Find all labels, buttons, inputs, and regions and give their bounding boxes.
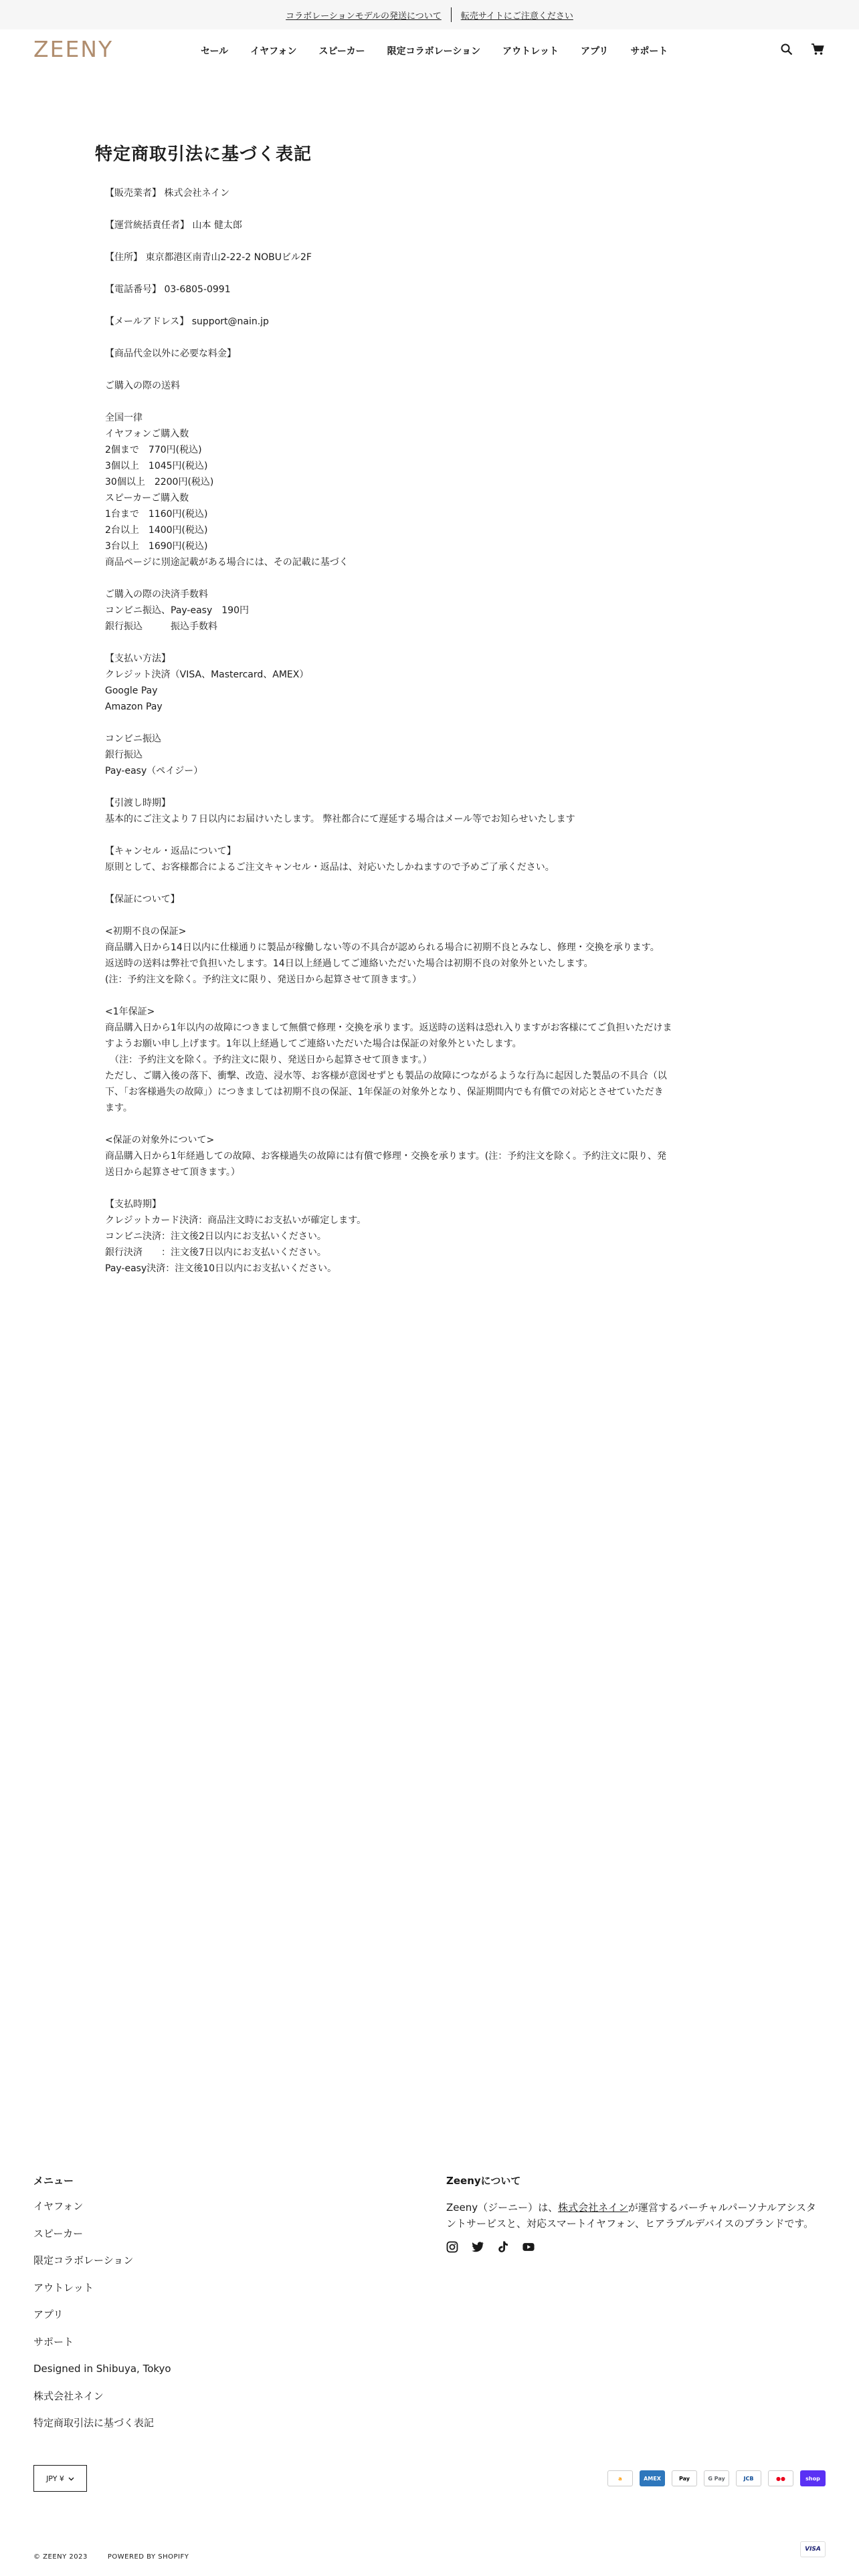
blank-line xyxy=(105,988,764,1004)
apple-pay-icon: Pay xyxy=(672,2470,697,2486)
blank-line xyxy=(105,635,764,651)
blank-line xyxy=(105,1116,764,1132)
legal-text-line: ます。 xyxy=(105,1103,132,1113)
about-text-post: が運営するバーチャルパーソナルアシスタントサービスと、対応スマートイヤフォン、ヒアラブルデバイスのブランドです。 xyxy=(446,2202,816,2230)
footer-about-text xyxy=(446,2199,821,2232)
amex-icon: AMEX xyxy=(640,2470,665,2486)
main-content xyxy=(95,140,764,1277)
shop-pay-icon: shop xyxy=(800,2470,826,2486)
blank-line xyxy=(105,265,764,282)
legal-text-line: <保証の対象外について> xyxy=(105,1135,215,1146)
legal-text-line: 【メールアドレス】 support@nain.jp xyxy=(105,316,269,327)
legal-text-line: 基本的にご注文より７日以内にお届けいたします。 弊社都合にて遅延する場合はメール等でお知らせいたします xyxy=(105,814,575,825)
legal-text-line: コンビニ決済：注文後2日以内にお支払いください。 xyxy=(105,1231,326,1242)
blank-line xyxy=(105,827,764,843)
blank-line xyxy=(105,570,764,586)
legal-text-line: クレジットカード決済：商品注文時にお支払いが確定します。 xyxy=(105,1215,367,1226)
legal-text-line: 【支払時期】 xyxy=(105,1199,161,1210)
logo[interactable]: ZEENY xyxy=(33,36,114,62)
nav-item-support[interactable]: サポート xyxy=(630,46,668,57)
legal-text-line: 2個まで 770円(税込) xyxy=(105,445,202,455)
legal-text-line: 下、「お客様過失の故障」）につきましては初期不良の保証、1年保証の対象外となり、保証期間内でも有償での対応とさせていただき xyxy=(105,1087,664,1097)
blank-line xyxy=(105,715,764,731)
currency-label: JPY ¥ xyxy=(46,2474,64,2483)
legal-text-line: 商品購入日から14日以内に仕様通りに製品が稼働しない等の不具合が認められる場合に初期不良とみなし、修理・交換を承ります。 xyxy=(105,942,660,953)
footer-about-title: Zeenyについて xyxy=(446,2175,521,2187)
instagram-icon[interactable] xyxy=(446,2241,458,2253)
nav-item-earphones[interactable]: イヤフォン xyxy=(250,46,297,57)
legal-text-line: 2台以上 1400円(税込) xyxy=(105,525,208,536)
footer-link-limited-collab[interactable]: 限定コラボレーション xyxy=(33,2254,134,2266)
legal-text-line: 【住所】 東京都港区南青山2-22-2 NOBUビル2F xyxy=(105,252,312,263)
legal-text-line: ただし、ご購入後の落下、衝撃、改造、浸水等、お客様が意図せずとも製品の故障につながるような行為に起因した製品の不具合（以 xyxy=(105,1071,667,1081)
page-title: 特定商取引法に基づく表記 xyxy=(95,144,312,165)
legal-text-line: コンビニ振込、Pay-easy 190円 xyxy=(105,605,249,616)
footer-link-speakers[interactable]: スピーカー xyxy=(33,2227,84,2240)
blank-line xyxy=(105,394,764,410)
legal-text-line: Google Pay xyxy=(105,685,158,696)
blank-line xyxy=(105,330,764,346)
legal-text-line: 送日から起算させて頂きます。） xyxy=(105,1167,240,1178)
legal-text-line: 【電話番号】 03-6805-0991 xyxy=(105,284,231,295)
currency-selector[interactable] xyxy=(33,2465,87,2492)
legal-text-line: 商品購入日から1年以内の故障につきまして無償で修理・交換を承ります。返送時の送料は恐れ入りますがお客様にてご負担いただけま xyxy=(105,1023,672,1033)
payment-icons xyxy=(607,2470,826,2486)
legal-text-line: 30個以上 2200円(税込) xyxy=(105,477,214,488)
blank-line xyxy=(105,1180,764,1196)
legal-text-line: ご購入の際の送料 xyxy=(105,381,180,391)
social-links xyxy=(446,2241,821,2253)
footer-link-outlet[interactable]: アウトレット xyxy=(33,2281,94,2294)
legal-text-line: (注：予約注文を除く。予約注文に限り、発送日から起算させて頂きます。） xyxy=(105,974,422,985)
about-text-pre: Zeeny（ジーニー）は、 xyxy=(446,2202,559,2214)
legal-text-line: 返送時の送料は弊社で負担いたします。14日以上経過してご連絡いただいた場合は初期不良の対象外といたします。 xyxy=(105,958,593,969)
blank-line xyxy=(105,779,764,795)
footer-menu-title: メニュー xyxy=(33,2175,74,2187)
nav-item-app[interactable]: アプリ xyxy=(580,46,609,57)
tiktok-icon[interactable] xyxy=(497,2241,509,2253)
blank-line xyxy=(105,298,764,314)
legal-text-line: 1台まで 1160円(税込) xyxy=(105,509,208,520)
copyright-text: © ZEENY 2023 xyxy=(33,2553,88,2561)
blank-line xyxy=(105,875,764,891)
announcement-link-shipping[interactable]: コラボレーションモデルの発送について xyxy=(286,11,442,21)
footer-link-earphones[interactable]: イヤフォン xyxy=(33,2200,84,2212)
legal-text-line: 3台以上 1690円(税込) xyxy=(105,541,208,552)
twitter-icon[interactable] xyxy=(472,2241,484,2253)
header-icons xyxy=(779,41,826,58)
legal-text-line: 【保証について】 xyxy=(105,894,180,905)
footer-menu xyxy=(33,2199,368,2444)
site-header xyxy=(0,29,859,72)
footer-link-legal-notice[interactable]: 特定商取引法に基づく表記 xyxy=(33,2417,155,2429)
legal-text-line: イヤフォンご購入数 xyxy=(105,429,189,439)
google-pay-icon: G Pay xyxy=(704,2470,729,2486)
legal-text-line: スピーカーご購入数 xyxy=(105,493,189,504)
footer-about-column xyxy=(446,2173,821,2253)
legal-text-line: 銀行振込 振込手数料 xyxy=(105,621,217,632)
footer-link-designed-in[interactable]: Designed in Shibuya, Tokyo xyxy=(33,2363,171,2375)
chevron-down-icon xyxy=(68,2474,74,2483)
main-nav xyxy=(201,44,690,58)
visa-icon: VISA xyxy=(800,2541,826,2557)
legal-text-line: 【商品代金以外に必要な料金】 xyxy=(105,348,236,359)
legal-text-line: 【キャンセル・返品について】 xyxy=(105,846,236,857)
legal-text-line: Pay-easy（ペイジー） xyxy=(105,766,203,776)
legal-text-line: すようお願い申し上げます。1年以上経過してご連絡いただいた場合は保証の対象外といたします。 xyxy=(105,1039,522,1049)
nav-item-speakers[interactable]: スピーカー xyxy=(318,46,365,57)
powered-by-shopify-link[interactable]: POWERED BY SHOPIFY xyxy=(107,2553,189,2561)
footer-link-support[interactable]: サポート xyxy=(33,2335,74,2348)
legal-text-line: 全国一律 xyxy=(105,413,142,423)
jcb-icon: JCB xyxy=(736,2470,761,2486)
mastercard-icon: ●● xyxy=(768,2470,793,2486)
legal-notice-body xyxy=(95,185,764,1277)
legal-text-line: <初期不良の保証> xyxy=(105,926,187,937)
legal-text-line: 【販売業者】 株式会社ネイン xyxy=(105,188,230,199)
legal-text-line: 3個以上 1045円(税込) xyxy=(105,461,208,471)
legal-text-line: ご購入の際の決済手数料 xyxy=(105,589,208,600)
footer-link-company[interactable]: 株式会社ネイン xyxy=(33,2389,104,2402)
legal-text-line: 商品購入日から1年経過しての故障、お客様過失の故障には有償で修理・交換を承ります。(注：予約注文を除く。予約注文に限り、発 xyxy=(105,1151,666,1162)
footer-menu-column xyxy=(33,2173,368,2444)
legal-text-line: （注：予約注文を除く。予約注文に限り、発送日から起算させて頂きます。） xyxy=(105,1055,432,1065)
blank-line xyxy=(105,201,764,217)
legal-text-line: 原則として、お客様都合によるご注文キャンセル・返品は、対応いたしかねますので予めご了承ください。 xyxy=(105,862,555,873)
search-icon[interactable] xyxy=(779,41,795,58)
legal-text-line: コンビニ振込 xyxy=(105,734,161,744)
legal-text-line: Pay-easy決済：注文後10日以内にお支払いください。 xyxy=(105,1263,337,1274)
footer-link-app[interactable]: アプリ xyxy=(33,2309,64,2321)
copyright-row xyxy=(33,2553,189,2561)
legal-text-line: 商品ページに別途記載がある場合には、その記載に基づく xyxy=(105,557,349,568)
blank-line xyxy=(105,233,764,249)
legal-text-line: 銀行振込 xyxy=(105,750,142,760)
about-company-link[interactable]: 株式会社ネイン xyxy=(558,2202,628,2214)
legal-text-line: 【支払い方法】 xyxy=(105,653,171,664)
legal-text-line: <1年保証> xyxy=(105,1006,155,1017)
legal-text-line: クレジット決済（VISA、Mastercard、AMEX） xyxy=(105,669,309,680)
announcement-link-resale-warning[interactable]: 転売サイトにご注意ください xyxy=(460,11,573,21)
blank-line xyxy=(105,907,764,924)
legal-text-line: 【引渡し時期】 xyxy=(105,798,171,809)
nav-item-limited-collab[interactable]: 限定コラボレーション xyxy=(387,46,481,57)
blank-line xyxy=(105,362,764,378)
nav-item-outlet[interactable]: アウトレット xyxy=(502,46,559,57)
nav-item-sale[interactable]: セール xyxy=(201,46,229,57)
legal-text-line: 【運営統括責任者】 山本 健太郎 xyxy=(105,220,242,231)
cart-icon[interactable] xyxy=(809,41,826,58)
youtube-icon[interactable] xyxy=(522,2241,535,2253)
announcement-bar xyxy=(0,0,859,29)
legal-text-line: 銀行決済 ：注文後7日以内にお支払いください。 xyxy=(105,1247,326,1258)
amazon-pay-icon: a xyxy=(607,2470,633,2486)
legal-text-line: Amazon Pay xyxy=(105,702,163,712)
